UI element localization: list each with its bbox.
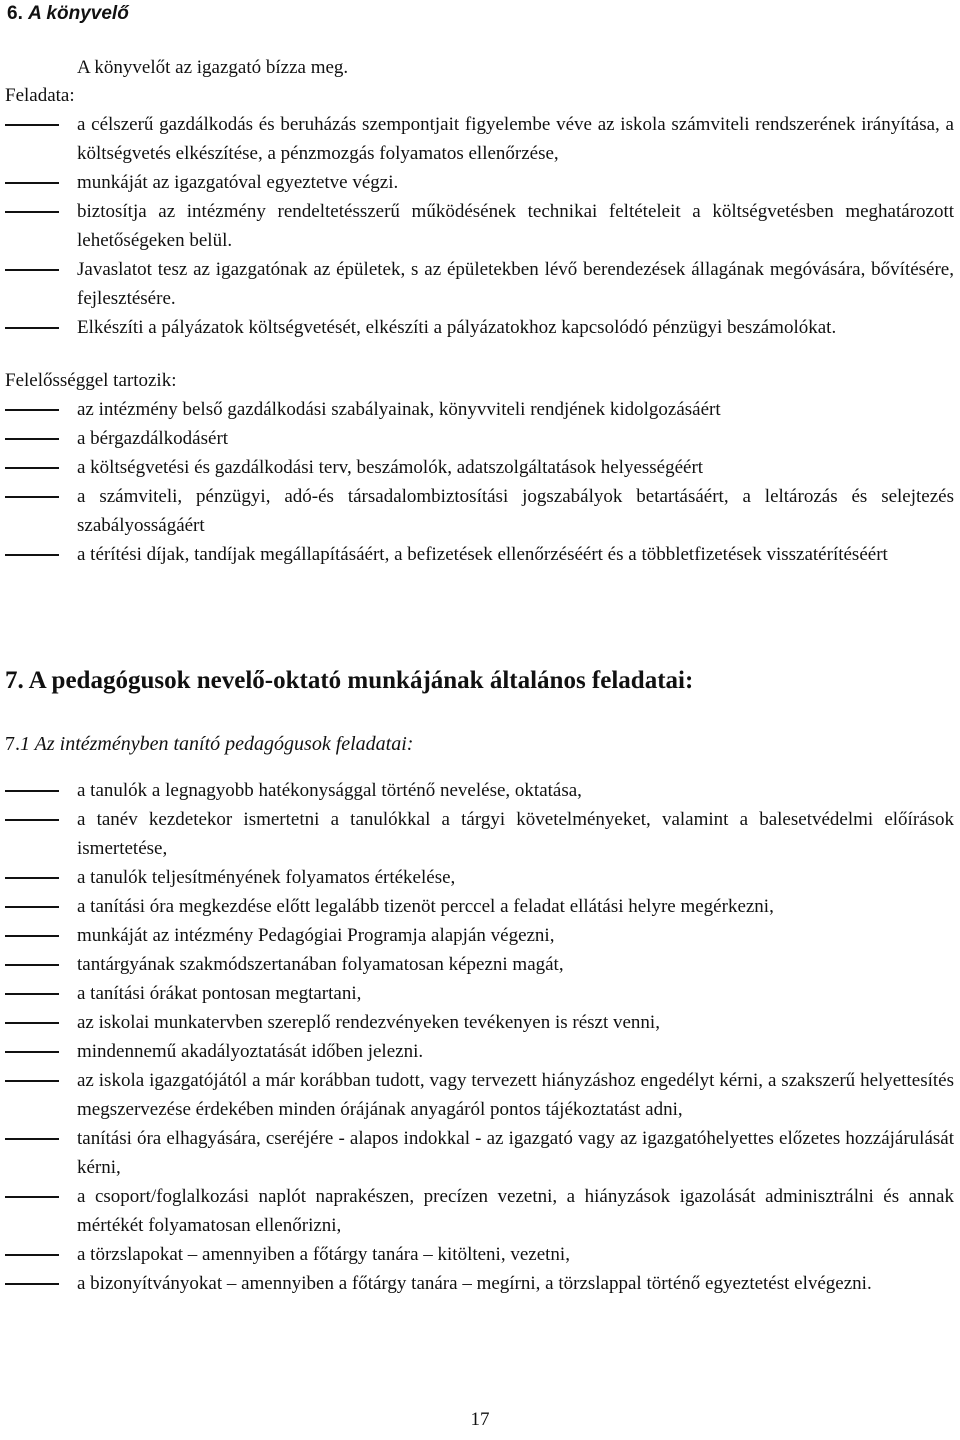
pedagogus-feladatai-list <box>0 776 960 1298</box>
section-7-1-heading <box>5 730 413 758</box>
dash-bullet <box>5 438 59 440</box>
list-item: a tanulók teljesítményének folyamatos értékelése, <box>0 863 960 892</box>
list-item: a célszerű gazdálkodás és beruházás szempontjait figyelembe véve az iskola számviteli rendszerének irányítása, a költségvetés elkészítése, a pénzmozgás folyamatos ellenőrzése, <box>0 110 960 168</box>
list-item: Javaslatot tesz az igazgatónak az épületek, s az épületekben lévő berendezések állagának megóvására, bővítésére, fejlesztésére. <box>0 255 960 313</box>
list-item: a bérgazdálkodásért <box>0 424 960 453</box>
section-7-1-number: 7. <box>5 733 20 755</box>
dash-bullet <box>5 1283 59 1285</box>
list-item: a tanítási óra megkezdése előtt legalább tizenöt perccel a feladat ellátási helyre megérkezni, <box>0 892 960 921</box>
dash-bullet <box>5 1196 59 1198</box>
list-item: a csoport/foglalkozási naplót naprakészen, precízen vezetni, a hiányzások igazolását adminisztrálni és annak mértékét folyamatosan ellenőrizni, <box>0 1182 960 1240</box>
dash-bullet <box>5 1022 59 1024</box>
feladata-list <box>0 110 960 342</box>
list-item: a számviteli, pénzügyi, adó-és társadalombiztosítási jogszabályok betartásáért, a leltározás és selejtezés szabályosságáért <box>0 482 960 540</box>
dash-bullet <box>5 211 59 213</box>
list-item: mindennemű akadályoztatását időben jelezni. <box>0 1037 960 1066</box>
felelosseg-label: Felelősséggel tartozik: <box>5 370 177 391</box>
dash-bullet <box>5 1080 59 1082</box>
list-item: a bizonyítványokat – amennyiben a főtárgy tanára – megírni, a törzslappal történő egyeztetést elvégezni. <box>0 1269 960 1298</box>
dash-bullet <box>5 269 59 271</box>
dash-bullet <box>5 877 59 879</box>
list-item: biztosítja az intézmény rendeltetésszerű működésének technikai feltételeit a költségvetésben meghatározott lehetőségeken belül. <box>0 197 960 255</box>
dash-bullet <box>5 819 59 821</box>
list-item: a költségvetési és gazdálkodási terv, beszámolók, adatszolgáltatások helyességéért <box>0 453 960 482</box>
section-6-title: A könyvelő <box>28 3 129 24</box>
section-6-heading <box>7 2 129 26</box>
section-6-number: 6. <box>7 3 23 24</box>
dash-bullet <box>5 124 59 126</box>
list-item: a térítési díjak, tandíjak megállapításáért, a befizetések ellenőrzéséért és a többletfizetések visszatérítéséért <box>0 540 960 569</box>
section-7-heading: 7. A pedagógusok nevelő-oktató munkájának általános feladatai: <box>5 667 694 694</box>
dash-bullet <box>5 993 59 995</box>
dash-bullet <box>5 906 59 908</box>
felelosseg-list <box>0 395 960 569</box>
list-item: tanítási óra elhagyására, cseréjére - alapos indokkal - az igazgató vagy az igazgatóhelyettes előzetes hozzájárulását kérni, <box>0 1124 960 1182</box>
list-item: az intézmény belső gazdálkodási szabályainak, könyvviteli rendjének kidolgozásáért <box>0 395 960 424</box>
dash-bullet <box>5 1051 59 1053</box>
list-item: munkáját az igazgatóval egyeztetve végzi. <box>0 168 960 197</box>
dash-bullet <box>5 1138 59 1140</box>
list-item: a tanév kezdetekor ismertetni a tanulókkal a tárgyi követelményeket, valamint a balesetvédelmi előírások ismertetése, <box>0 805 960 863</box>
dash-bullet <box>5 1254 59 1256</box>
page-number: 17 <box>470 1409 490 1430</box>
dash-bullet <box>5 182 59 184</box>
list-item: az iskolai munkatervben szereplő rendezvényeken tevékenyen is részt venni, <box>0 1008 960 1037</box>
section-7-1-title: 1 Az intézményben tanító pedagógusok feladatai: <box>20 733 414 755</box>
dash-bullet <box>5 935 59 937</box>
list-item: a tanítási órákat pontosan megtartani, <box>0 979 960 1008</box>
dash-bullet <box>5 496 59 498</box>
section-6-intro: A könyvelőt az igazgató bízza meg. <box>77 57 349 78</box>
feladata-label: Feladata: <box>5 85 75 106</box>
dash-bullet <box>5 327 59 329</box>
dash-bullet <box>5 790 59 792</box>
dash-bullet <box>5 964 59 966</box>
dash-bullet <box>5 467 59 469</box>
dash-bullet <box>5 409 59 411</box>
list-item: Elkészíti a pályázatok költségvetését, elkészíti a pályázatokhoz kapcsolódó pénzügyi beszámolókat. <box>0 313 960 342</box>
list-item: a tanulók a legnagyobb hatékonysággal történő nevelése, oktatása, <box>0 776 960 805</box>
list-item: a törzslapokat – amennyiben a főtárgy tanára – kitölteni, vezetni, <box>0 1240 960 1269</box>
list-item: munkáját az intézmény Pedagógiai Programja alapján végezni, <box>0 921 960 950</box>
list-item: az iskola igazgatójától a már korábban tudott, vagy tervezett hiányzáshoz engedélyt kérni, a szakszerű helyettesítés megszervezése érdekében minden órájának anyagáról pontos tájékoztatást adni, <box>0 1066 960 1124</box>
dash-bullet <box>5 554 59 556</box>
list-item: tantárgyának szakmódszertanában folyamatosan képezni magát, <box>0 950 960 979</box>
